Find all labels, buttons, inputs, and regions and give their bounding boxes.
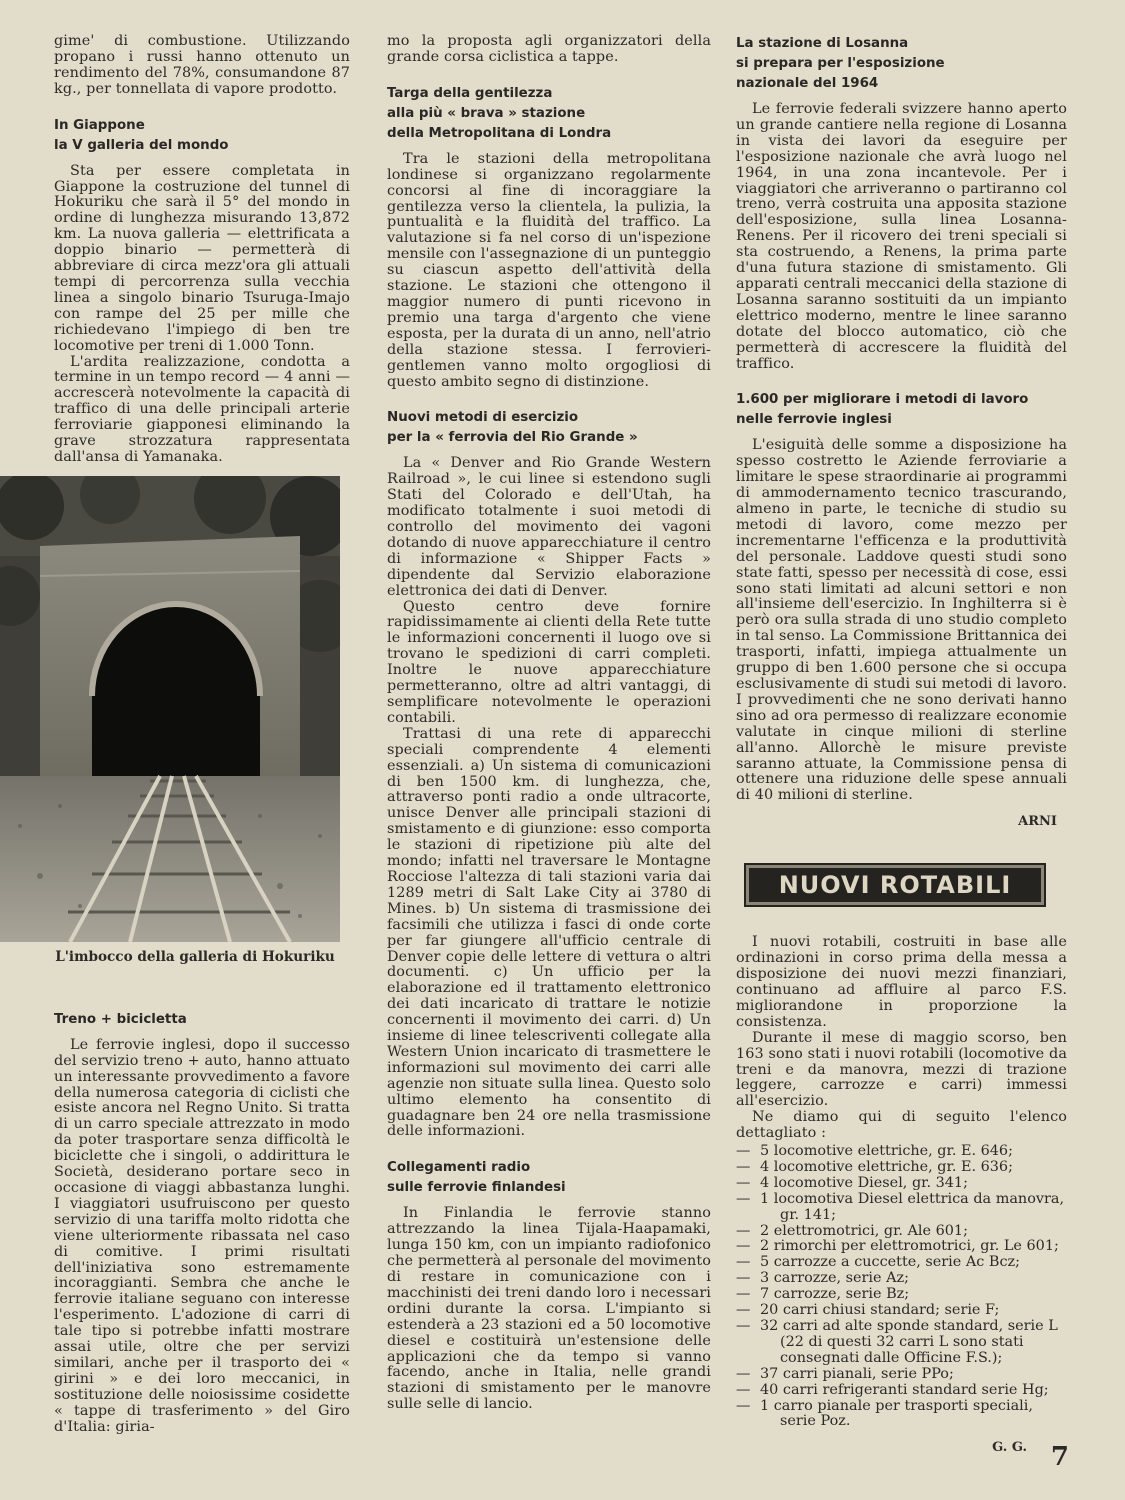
list-dash: — [736,1318,751,1334]
list-item [736,1224,1067,1240]
list-item-text: 1 carro pianale per trasporti speciali, serie Poz. [760,1397,1033,1430]
article-subtitle: si prepara per l'esposizione [736,56,945,71]
article-subtitle: sulle ferrovie finlandesi [387,1180,566,1196]
list-item [736,1160,1067,1176]
article-subtitle: della Metropolitana di Londra [387,125,612,141]
article-title: Nuovi metodi di esercizio [387,410,579,426]
article-paragraph: Tra le stazioni della metropolitana londinese si organizzano regolarmente concorsi al fine di incoraggiare la gentilezza verso la clientela, la pulizia, la puntualità e la fluidità del traffico. La valutazione si fa nel corso di un'ispezione mensile con l'assegnazione di un punteggio su ciascun aspetto dell'attività della stazione. Le stazioni che ottengono il maggior numero di punti ricevono in premio una targa d'argento che viene esposta, per la durata di un anno, nell'atrio della stazione stessa. I ferrovieri-gentlemen vanno molto orgogliosi di questo ambito segno di distinzione. [387,150,711,390]
article-title: 1.600 per migliorare i metodi di lavoro [736,392,1029,408]
article-paragraph: Le ferrovie federali svizzere hanno aperto un grande cantiere nella regione di Losanna in vista dei lavori da eseguire per l'esposizione nazionale che avrà luogo nel 1964, in una zona incantevole. Per i viaggiatori che arriveranno o partiranno col treno, verrà costruita una apposita stazione dell'esposizione, sulla linea Losanna-Renens. Per il ricovero dei treni speciali si sta costruendo, a Renens, la prima parte d'una futura stazione di smistamento. Gli apparati centrali meccanici della stazione di Losanna saranno sostituiti da un impianto elettrico moderno, mentre le linee saranno dotate del blocco automatico, ciò che permetterà di accrescere la fluidità del traffico. [736,101,1067,372]
tunnel-illustration [0,476,340,942]
article-paragraph: L'esiguità delle somme a disposizione ha spesso costretto le Aziende ferroviarie a limitare le spese straordinarie ai programmi di ammodernamento tecnico trascurando, almeno in parte, le tecniche di studio su metodi di lavoro, come mezzo per incrementarne l'efficenza e la produttività del personale. Laddove questi studi sono state fatti, spesso per necessità di cose, essi sono stati limitati ad alcuni settori e non all'insieme dell'esercizio. In Inghilterra si è però ora sulla strada di uno studio completo in tal senso. La Commissione Brittannica dei trasporti, infatti, impiega attualmente un gruppo di ben 1.600 persone che si occupa esclusivamente di studi sui metodi di lavoro. I provvedimenti che ne sono derivati hanno sino ad ora permesso di realizzare economie valutate in cinque milioni di sterline all'anno. Allorchè le misure previste saranno attuate, la Commissione pensa di ottenere una riduzione delle spese annuali di 40 milioni di sterline. [736,437,1067,804]
list-item-text: 5 carrozze a cuccette, serie Ac Bcz; [760,1254,1020,1271]
article-paragraph: Sta per essere completata in Giappone la costruzione del tunnel di Hokuriku che sarà il 5° del mondo in ordine di lunghezza misurando 13,872 km. La nuova galleria — elettrificata a doppio binario — permetterà di abbreviare di circa mezz'ora gli attuali tempi di percorrenza sulla vecchia linea a singolo binario Tsuruga-Imajo con rampe del 25 per mille che richiedevano l'impiego di ben tre locomotive per treni di 1.000 Tonn. [54,162,350,354]
list-item-text: 4 locomotive elettriche, gr. E. 636; [760,1158,1013,1175]
article-paragraph: La « Denver and Rio Grande Western Railroad », le cui linee si estendono sugli Stati del Colorado e dell'Utah, ha modificato totalmente i suoi metodi di controllo del movimento dei vagoni dotando di nuove apparecchiature il centro di informazione « Shipper Facts » dipendente dal Servizio elaborazione elettronica dei dati di Denver. [387,455,711,599]
article-paragraph: Le ferrovie inglesi, dopo il successo del servizio treno + auto, hanno attuato un interessante provvedimento a favore della numerosa categoria di ciclisti che esiste ancora nel Regno Unito. Si tratta di un carro speciale attrezzato in modo da poter trasportare senza difficoltà le biciclette che i singoli, o addirittura le Società, desiderano portare seco in occasione di viaggi abbastanza lunghi. I viaggiatori usufruiscono per questo servizio di una tariffa molto ridotta che viene ulteriormente ribassata nel caso di comitive. I primi risultati dell'iniziativa sono estremamente incoraggianti. Sembra che anche le ferrovie italiane seguano con interesse l'esperimento. L'adozione di carri di tale tipo si potrebbe infatti mostrare assai utile, oltre che per servizi similari, anche per il trasporto dei « girini » e dei loro meccanici, in sostituzione delle noiosissime cosidette « tappe di trasferimento » del Giro d'Italia: giria- [54,1036,350,1435]
column-2 [382,34,715,1413]
article-title: La stazione di Losanna [736,36,909,51]
list-item-text: 2 rimorchi per elettromotrici, gr. Le 601; [760,1238,1059,1255]
article-subtitle: nelle ferrovie inglesi [736,412,892,428]
list-dash: — [736,1365,751,1382]
article-paragraph: Questo centro deve fornire rapidissimamente ai clienti della Rete tutte le informazioni concernenti il luogo ove si trovano le spedizioni di carri completi. Inoltre le nuove apparecchiature permetteranno, oltre ad altri vantaggi, di semplificare notevolmente le operazioni contabili. [387,598,711,726]
list-item-text: 20 carri chiusi standard; serie F; [760,1302,1000,1319]
article-subtitle: per la « ferrovia del Rio Grande » [387,430,638,446]
rolling-stock-list [736,1144,1067,1430]
column-1 [0,34,370,1436]
list-item-text: 32 carri ad alte sponde standard, serie L (22 di questi 32 carri L sono stati consegnati dalle Officine F.S.); [760,1318,1058,1366]
article-paragraph: I nuovi rotabili, costruiti in base alle ordinazioni in corso prima della messa a disposizione dei nuovi mezzi finanziari, continuano ad affluire al parco F.S. migliorandone in proporzione la consistenza. [736,934,1067,1030]
section-banner: NUOVI ROTABILI [746,865,1044,905]
list-dash: — [736,1143,751,1160]
list-item [736,1319,1067,1367]
list-item [736,1303,1067,1319]
list-item-text: 5 locomotive elettriche, gr. E. 646; [760,1143,1013,1160]
list-dash: — [736,1158,751,1175]
article-title: Collegamenti radio [387,1160,531,1176]
list-item [736,1287,1067,1303]
list-dash: — [736,1190,751,1207]
article-subtitle: alla più « brava » stazione [387,105,586,121]
tunnel-photo [0,476,340,942]
list-dash: — [736,1222,751,1239]
continued-paragraph: mo la proposta agli organizzatori della grande corsa ciclistica a tappe. [387,33,711,65]
list-dash: — [736,1254,751,1271]
list-item [736,1367,1067,1383]
list-item-text: 37 carri pianali, serie PPo; [760,1365,954,1382]
list-item [736,1144,1067,1160]
list-item [736,1239,1067,1255]
page-number: 7 [1050,1442,1069,1472]
list-item-text: 7 carrozze, serie Bz; [760,1286,910,1303]
author-signature: ARNI [1018,814,1057,830]
list-dash: — [736,1302,751,1319]
list-item [736,1255,1067,1271]
list-item-text: 1 locomotiva Diesel elettrica da manovra, gr. 141; [760,1190,1065,1223]
list-dash: — [736,1174,751,1191]
article-paragraph: L'ardita realizzazione, condotta a termine in un tempo record — 4 anni — accrescerà notevolmente la capacità di traffico di una delle principali arterie ferroviarie giapponesi eliminando la grave strozzatura rappresentata dall'ansa di Yamanaka. [54,353,350,465]
author-signature: G. G. [992,1440,1027,1456]
article-paragraph: Trattasi di una rete di apparecchi speciali comprendente 4 elementi essenziali. a) Un sistema di comunicazioni di ben 1500 km. di lunghezza, che, attraverso ponti radio a onde ultracorte, unisce Denver alle principali stazioni di smistamento e di giunzione: esso comporta le stazioni di ripetizione più alte del mondo; infatti nel traversare le Montagne Rocciose l'altezza di tali stazioni varia dai 1289 metri di Salt Lake City ai 3780 di Mines. b) Un sistema di trasmissione dei facsimili che utilizza i fasci di onde corte per far giungere all'ufficio centrale di Denver copie delle lettere di vettura o altri documenti. c) Un ufficio per la elaborazione ed il trattamento elettronico dei dati incaricato di trattare le notizie concernenti il movimento dei carri. d) Un insieme di linee telescriventi collegate alla Western Union incaricato di trasmettere le informazioni sul movimento dei carri alle agenzie non situate sulla linea. Questo solo ultimo elemento ha consentito di guadagnare ben 24 ore nella trasmissione delle informazioni. [387,725,711,1140]
list-item [736,1176,1067,1192]
list-item [736,1271,1067,1287]
list-dash: — [736,1381,751,1398]
list-item-text: 3 carrozze, serie Az; [760,1270,909,1287]
list-item-text: 4 locomotive Diesel, gr. 341; [760,1174,968,1191]
article-paragraph: Durante il mese di maggio scorso, ben 163 sono stati i nuovi rotabili (locomotive da treni e da manovra, mezzi di trazione leggere, carrozze e carri) immessi all'esercizio. [736,1029,1067,1110]
list-dash: — [736,1270,751,1287]
article-title: Targa della gentilezza [387,85,553,101]
list-dash: — [736,1238,751,1255]
article-paragraph: Ne diamo qui di seguito l'elenco dettagliato : [736,1109,1067,1142]
list-dash: — [736,1397,751,1414]
list-item-text: 2 elettromotrici, gr. Ale 601; [760,1222,968,1239]
article-subtitle: la V galleria del mondo [54,137,229,153]
list-item [736,1383,1067,1399]
article-paragraph: In Finlandia le ferrovie stanno attrezzando la linea Tijala-Haapamaki, lunga 150 km, con un impianto radiofonico che permetterà al personale del movimento di restare in comunicazione con i macchinisti dei treni dando loro i necessari ordini durante la corsa. L'impianto si estenderà a 23 stazioni ed a 50 locomotive diesel e costituirà un'estensione delle applicazioni che da tempo si vanno facendo, anche in Italia, nelle grandi stazioni di smistamento per le manovre sulle selle di lancio. [387,1205,711,1413]
list-item [736,1192,1067,1224]
list-item [736,1399,1067,1431]
list-item-text: 40 carri refrigeranti standard serie Hg; [760,1381,1049,1398]
article-title: Treno + bicicletta [54,1011,187,1027]
continued-paragraph: gime' di combustione. Utilizzando propano i russi hanno ottenuto un rendimento del 78%, consumandone 87 kg., per tonnellata di vapore prodotto. [54,33,350,97]
article-subtitle: nazionale del 1964 [736,76,879,91]
photo-caption: L'imbocco della galleria di Hokuriku [55,948,335,965]
article-title: In Giappone [54,117,145,133]
list-dash: — [736,1286,751,1303]
column-3 [736,34,1067,1455]
